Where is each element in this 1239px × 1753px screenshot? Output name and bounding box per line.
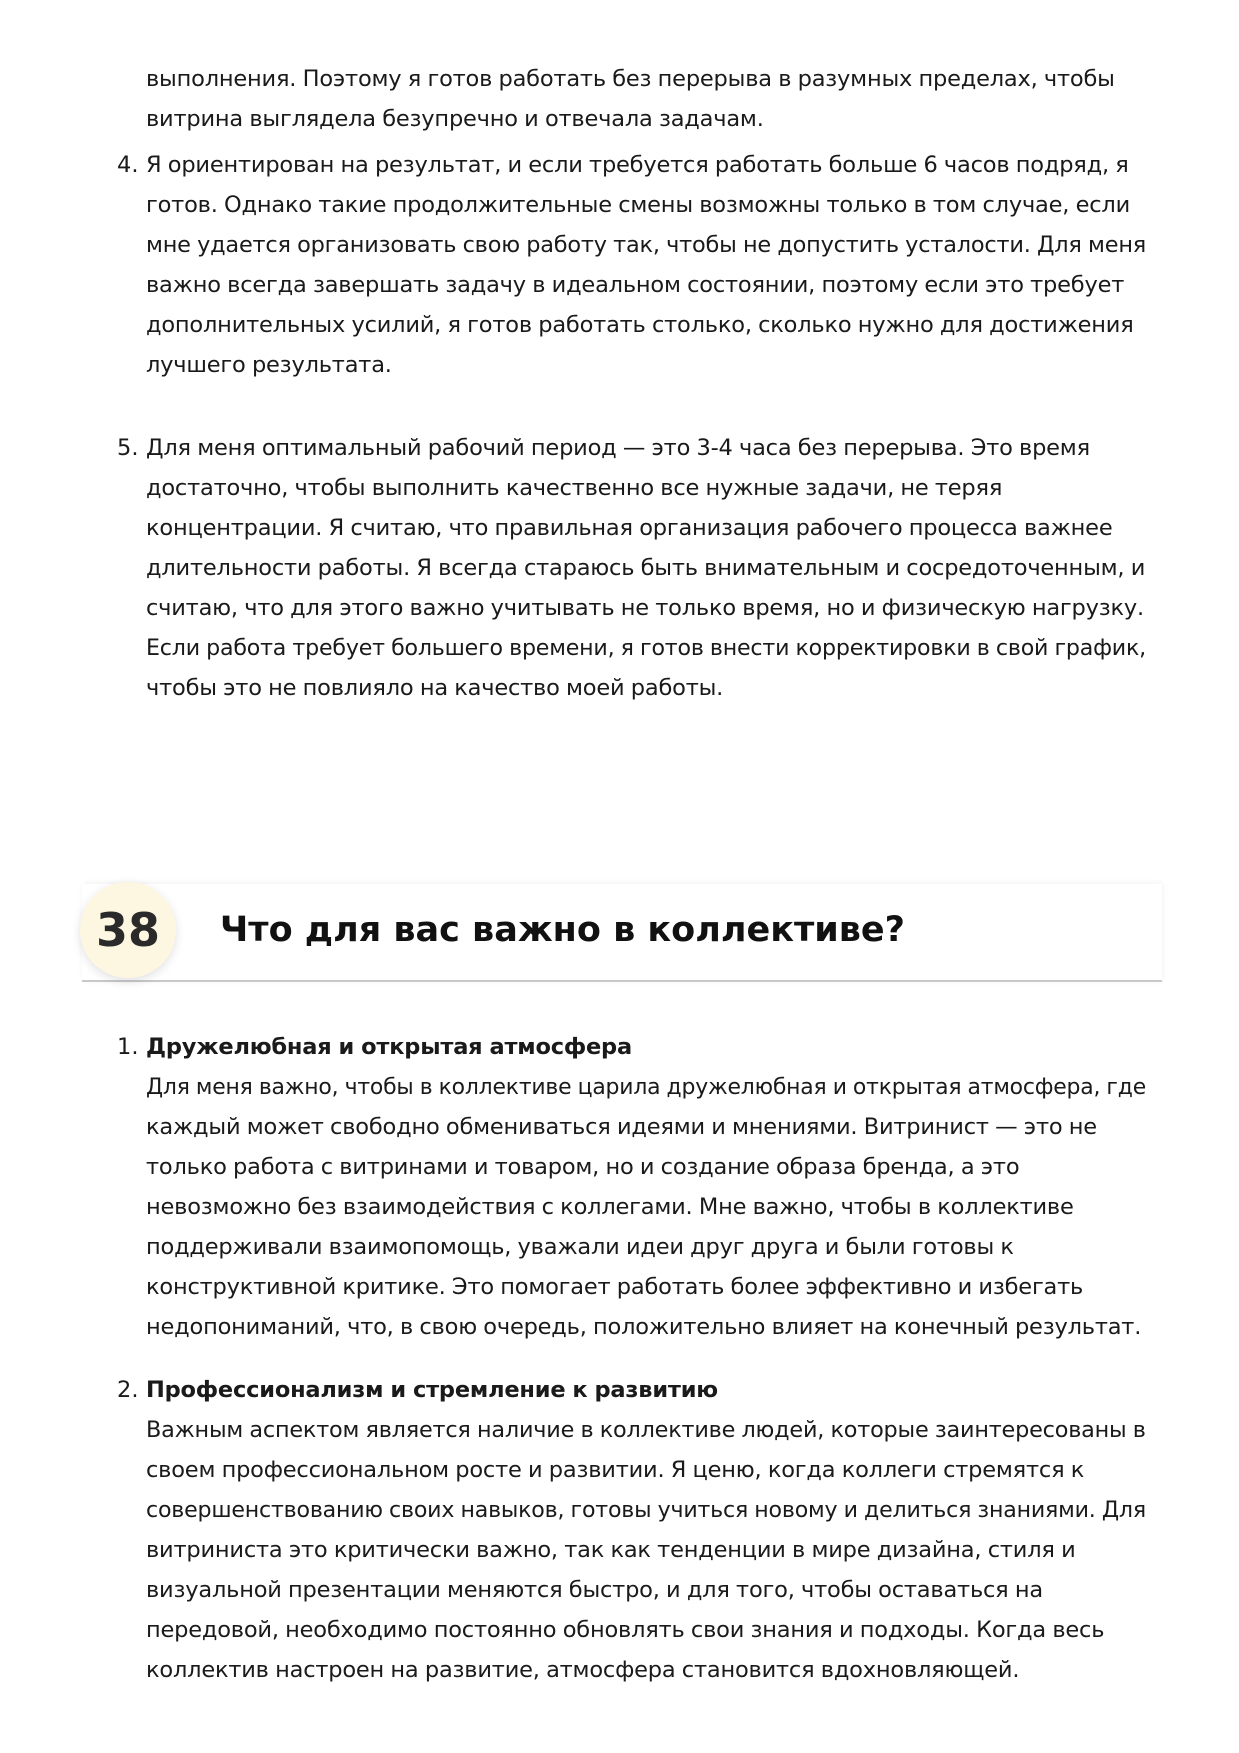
list-number-2: 2. [117,1377,139,1403]
answer-title: Дружелюбная и открытая атмосфера [146,1034,632,1060]
text-line: своем профессиональном росте и развитии. Я ценю, когда коллеги стремятся к [146,1457,1085,1483]
text-line: дополнительных усилий, я готов работать столько, сколько нужно для достижения [146,312,1134,338]
text-line: достаточно, чтобы выполнить качественно все нужные задачи, не теряя [146,475,1003,501]
section-header [82,876,1162,988]
text-line: поддерживали взаимопомощь, уважали идеи друг друга и были готовы к [146,1234,1014,1260]
text-line: лучшего результата. [146,352,392,378]
list-number-4: 4. [117,152,139,178]
list-item-5 [146,428,1146,708]
text-line: визуальной презентации меняются быстро, и для того, чтобы оставаться на [146,1577,1043,1603]
text-line: конструктивной критике. Это помогает работать более эффективно и избегать [146,1274,1084,1300]
answer-title: Профессионализм и стремление к развитию [146,1377,718,1403]
text-line: готов. Однако такие продолжительные смены возможны только в том случае, если [146,192,1131,218]
list-number-5: 5. [117,435,139,461]
text-line: Для меня оптимальный рабочий период — это 3-4 часа без перерыва. Это время [146,435,1090,461]
text-line: Я ориентирован на результат, и если требуется работать больше 6 часов подряд, я [146,152,1129,178]
section-title: Что для вас важно в коллективе? [220,910,905,950]
text-line: Если работа требует большего времени, я готов внести корректировки в свой график, [146,635,1147,661]
continuation-paragraph [146,59,1146,139]
answer-item-2 [146,1370,1146,1690]
text-line: Важным аспектом является наличие в коллективе людей, которые заинтересованы в [146,1417,1146,1443]
text-line: витрина выглядела безупречно и отвечала задачам. [146,106,764,132]
text-line: Для меня важно, чтобы в коллективе царила дружелюбная и открытая атмосфера, где [146,1074,1146,1100]
text-line: витриниста это критически важно, так как тенденции в мире дизайна, стиля и [146,1537,1076,1563]
text-line: концентрации. Я считаю, что правильная организация рабочего процесса важнее [146,515,1113,541]
text-line: невозможно без взаимодействия с коллегами. Мне важно, чтобы в коллективе [146,1194,1074,1220]
text-line: длительности работы. Я всегда стараюсь быть внимательным и сосредоточенным, и [146,555,1146,581]
list-item-4 [146,145,1146,385]
text-line: коллектив настроен на развитие, атмосфера становится вдохновляющей. [146,1657,1020,1683]
list-number-1: 1. [117,1034,139,1060]
text-line: только работа с витринами и товаром, но и создание образа бренда, а это [146,1154,1020,1180]
text-line: совершенствованию своих навыков, готовы учиться новому и делиться знаниями. Для [146,1497,1146,1523]
text-line: выполнения. Поэтому я готов работать без перерыва в разумных пределах, чтобы [146,66,1115,92]
text-line: каждый может свободно обмениваться идеями и мнениями. Витринист — это не [146,1114,1097,1140]
text-line: считаю, что для этого важно учитывать не только время, но и физическую нагрузку. [146,595,1144,621]
text-line: передовой, необходимо постоянно обновлять свои знания и подходы. Когда весь [146,1617,1105,1643]
text-line: мне удается организовать свою работу так, чтобы не допустить усталости. Для меня [146,232,1147,258]
question-number-badge: 38 [80,882,176,978]
text-line: недопониманий, что, в свою очередь, положительно влияет на конечный результат. [146,1314,1142,1340]
answer-item-1 [146,1027,1146,1347]
text-line: важно всегда завершать задачу в идеальном состоянии, поэтому если это требует [146,272,1125,298]
text-line: чтобы это не повлияло на качество моей работы. [146,675,724,701]
